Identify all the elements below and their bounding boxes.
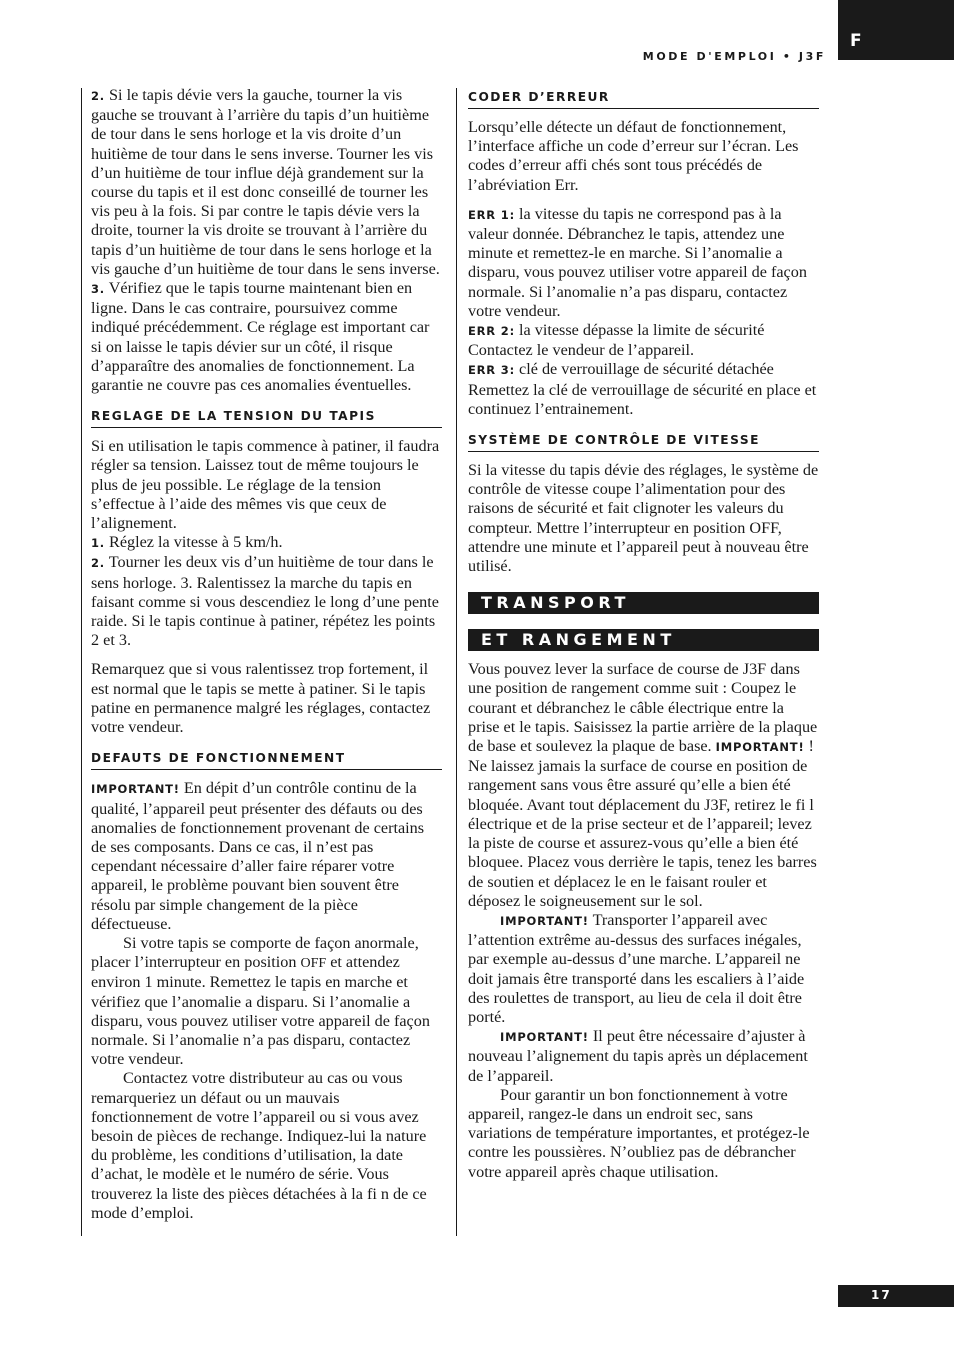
- alignment-step-3: 3. Vérifiez que le tapis tourne maintenant bien en ligne. Dans le cas contraire, poursuivez comme indiqué précédemment. Ce réglage est important car si on laisse le tapis dévier sur un côté, il risque d’apparaître des anomalies de fonctionnement. La garantie ne couvre pas ces anomalies éventuelles.: [91, 279, 430, 395]
- tension-intro: Si en utilisation le tapis commence à patiner, il faudra régler sa tension. Laissez tout de même toujours le plus de jeu possible. Le réglage de la tension s’effectue à l’aide des mêmes vis que ceux de l’alignement.: [91, 437, 440, 533]
- page-number: 17: [871, 1288, 892, 1302]
- heading-defauts: DEFAUTS DE FONCTIONNEMENT: [91, 751, 442, 770]
- err-2: ERR 2: la vitesse dépasse la limite de sécurité Contactez le vendeur de l’appareil.: [468, 321, 765, 360]
- section-bar-transport: TRANSPORT: [468, 592, 819, 614]
- page-number-box: [838, 1285, 954, 1307]
- section-bar-rangement: ET RANGEMENT: [468, 629, 819, 651]
- transport-paragraph-3: IMPORTANT! Il peut être nécessaire d’ajuster à nouveau l’alignement du tapis après un déplacement de l’appareil.: [468, 1027, 808, 1085]
- tension-note: Remarquez que si vous ralentissez trop fortement, il est normal que le tapis se mette à patiner. Si le tapis patine en permanence malgré les réglages, contactez votre vendeur.: [91, 660, 431, 737]
- transport-paragraph-2: IMPORTANT! Transporter l’appareil avec l’attention extrême au-dessus des surfaces inégales, par exemple au-dessus d’une marche. L’appareil ne doit jamais être transporté dans les escaliers à l’aide des roulettes de transport, au lieu de cela il doit être porté.: [468, 910, 805, 1026]
- err-1: ERR 1: la vitesse du tapis ne correspond pas à la valeur donnée. Débranchez le tapis, attendez une minute et remettez-le en marche. Si l’anomalie a disparu, vous pouvez utiliser votre appareil de façon normale. Si l’anomalie n’a pas disparu, contactez votre vendeur.: [468, 204, 807, 320]
- tension-step-2: 2. Tourner les deux vis d’un huitième de tour dans le sens horloge. 3. Ralentissez la marche du tapis en faisant comme si vous descendiez le long d’une pente raide. Si le tapis continue à patiner, répétez les points 2 et 3.: [91, 553, 439, 650]
- defauts-paragraph-3: Contactez votre distributeur au cas ou vous remarqueriez un défaut ou un mauvais fonctionnement de votre l’appareil ou si vous avez besoin de pièces de rechange. Indiquez-lui la nature du problème, les conditions d’utilisation, la date d’achat, le modèle et le numéro de série. Vous trouverez la liste des pièces détachées à la fi n de ce mode d’emploi.: [91, 1069, 427, 1222]
- running-header: MODE D'EMPLOI • J3F: [642, 50, 826, 63]
- language-tab: [838, 0, 954, 60]
- erreur-intro: Lorsqu’elle détecte un défaut de fonctionnement, l’interface affiche un code d’erreur sur l’écran. Les codes d’erreur affi chés sont tous précédés de l’abréviation Err.: [468, 118, 799, 194]
- tension-step-1: 1. Réglez la vitesse à 5 km/h.: [91, 533, 283, 552]
- language-tab-letter: F: [850, 31, 862, 51]
- alignment-step-2: 2. Si le tapis dévie vers la gauche, tourner la vis gauche se trouvant à l’arrière du tapis d’un huitième de tour dans le sens horloge et la vis droite d’un huitième de tour dans le sens inverse. Tourner les vis d’un huitième de tour influe déjà grandement sur la course du tapis et il est donc conseillé de tourner les vis peu à la fois. Si par contre le tapis dévie vers la droite, tourner la vis droite se trouvant à l’arrière du tapis d’un huitième de tour dans le sens horloge et la vis gauche d’un huitième de tour dans le sens inverse.: [91, 86, 440, 278]
- defauts-paragraph-1: IMPORTANT! En dépit d’un contrôle continu de la qualité, l’appareil peut présenter des défauts ou des anomalies de fonctionnement provenant de certains de ses composants. Dans ce cas, il n’est pas cependant nécessaire d’aller faire réparer votre appareil, le problème pouvant bien souvent être résolu par simple changement de la pièce défectueuse.: [91, 779, 425, 933]
- column-divider-rule: [456, 88, 457, 1236]
- heading-erreur: CODER D’ERREUR: [468, 90, 819, 109]
- right-column: [468, 86, 819, 1182]
- transport-paragraph-4: Pour garantir un bon fonctionnement à votre appareil, rangez-le dans un endroit sec, sans variations de température importantes, et protégez-le contre les poussières. N’oubliez pas de débrancher votre appareil après chaque utilisation.: [468, 1085, 810, 1181]
- heading-tension: REGLAGE DE LA TENSION DU TAPIS: [91, 409, 442, 428]
- err-3: ERR 3: clé de verrouillage de sécurité détachée Remettez la clé de verrouillage de sécurité en place et continuez l’entrainement.: [468, 360, 817, 418]
- vitesse-text: Si la vitesse du tapis dévie des réglages, le système de contrôle de vitesse coupe l’alimentation pour des raisons de sécurité et fait clignoter les valeurs du compteur. Mettre l’interrupteur en position OFF, attendre une minute et l’appareil peut à nouveau être utilisé.: [468, 461, 819, 576]
- left-column: [91, 86, 442, 1223]
- heading-vitesse: SYSTÈME DE CONTRÔLE DE VITESSE: [468, 433, 819, 452]
- defauts-paragraph-2: Si votre tapis se comporte de façon anormale, placer l’interrupteur en position OFF et attendez environ 1 minute. Remettez le tapis en marche et vérifiez que l’anomalie a disparu. Si l’anomalie a disparu, vous pouvez utiliser votre appareil de façon normale. Si l’anomalie n’a pas disparu, contactez votre vendeur.: [91, 933, 430, 1069]
- transport-paragraph-1: Vous pouvez lever la surface de course de J3F dans une position de rangement comme suit : Coupez le courant et débranchez le câble électrique entre la prise et le tapis. Saisissez la partie arrière de la plaque de base et soulevez la plaque de base. IMPORTANT! ! Ne laissez jamais la surface de course en position de rangement sans vous être assuré qu’elle a bien été bloquée. Avant tout déplacement du J3F, retirez le fi l électrique et de la prise secteur et de l’appareil; levez la piste de course et assurez-vous qu’elle a bien été bloquee. Placez vous derrière le tapis, tenez les barres de soutien et déplacez le en le faisant rouler et déposez le soigneusement sur le sol.: [468, 660, 818, 910]
- left-margin-rule: [81, 88, 82, 1236]
